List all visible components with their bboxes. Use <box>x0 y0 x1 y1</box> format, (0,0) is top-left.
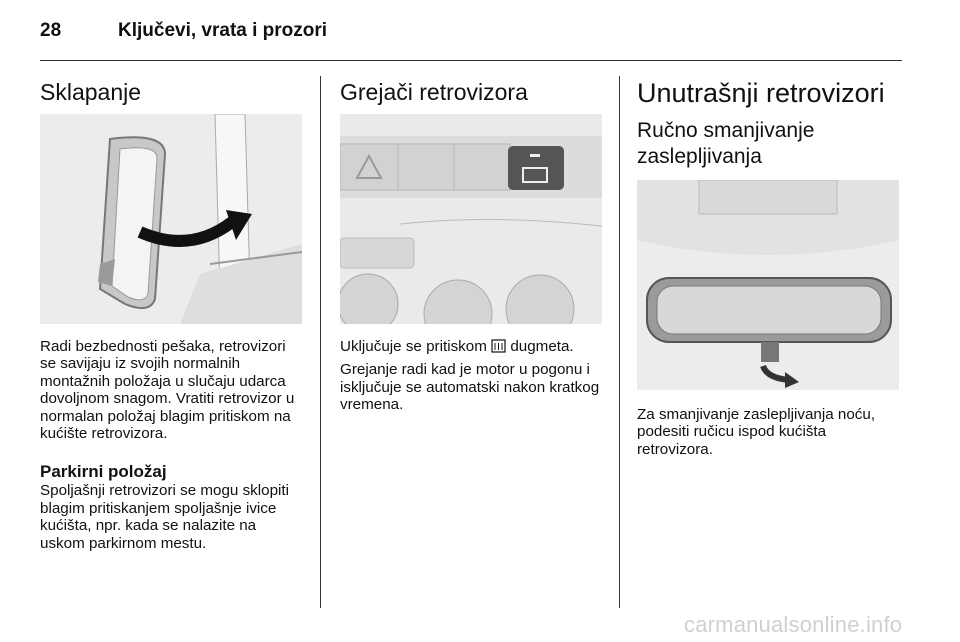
section-heading-interior-mirrors: Unutrašnji retrovizori <box>637 78 885 108</box>
section-heading-mirror-heaters: Grejači retrovizora <box>340 79 528 105</box>
subheading-parking-position: Parkirni položaj <box>40 462 167 482</box>
rear-window-heater-icon <box>491 339 506 353</box>
column-divider-2 <box>619 76 620 608</box>
antiglare-description: Za smanjivanje zaslepljivanja noću, podesiti ručicu ispod kućišta retrovizora. <box>637 406 876 458</box>
column-divider-1 <box>320 76 321 608</box>
parking-description: Spoljašnji retrovizori se mogu sklopiti blagim pritiskanjem spoljašnje ivice kućišta, npr. kada se nalazite na uskom parkirnom mestu. <box>40 482 290 552</box>
subheading-manual-antiglare: Ručno smanjivanje zaslepljivanja <box>637 119 815 168</box>
heater-activation-text <box>340 338 608 355</box>
chapter-title: Ključevi, vrata i prozori <box>118 20 328 41</box>
heater-operation-text: Grejanje radi kad je motor u pogonu i isključuje se automatski nakon kratkog vremena. <box>340 361 600 414</box>
interior-mirror-illustration <box>637 180 899 390</box>
section-heading-folding: Sklapanje <box>40 79 142 105</box>
heater-text-after-icon: dugmeta. <box>510 338 574 355</box>
watermark: carmanualsonline.info <box>684 612 903 637</box>
column-middle <box>340 76 608 414</box>
page-number: 28 <box>40 20 62 41</box>
header-rule <box>40 60 902 61</box>
heater-button-illustration <box>340 114 602 324</box>
heater-text-before-icon: Uključuje se pritiskom <box>340 338 487 355</box>
folding-description: Radi bezbednosti pešaka, retrovizori se savijaju iz svojih normalnih montažnih položaja u slučaju udarca dovoljnom snagom. Vratiti retrovizor u normalan položaj blagim pritiskom na kućište retrovizora. <box>40 338 295 443</box>
column-right <box>637 76 901 458</box>
page-header <box>40 20 327 42</box>
mirror-fold-illustration <box>40 114 302 324</box>
column-left <box>40 76 305 552</box>
